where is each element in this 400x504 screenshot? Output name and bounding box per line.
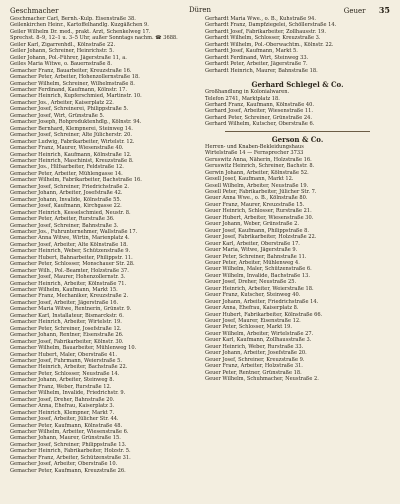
directory-entry: Gesell Wilhelm, Arbeiter, Neustraße 19. [205, 182, 309, 189]
directory-entry: Gemacher Anna Witwe, Wirtin, Marienplatz 4. [10, 235, 130, 242]
directory-entry: Gerhard Wilhelm, Kutscher, Oberstraße 6. [205, 121, 315, 128]
directory-entry: Geuer Johann, Arbeiter, Friedrichstraße 14. [205, 298, 319, 305]
directory-entry: Geuer Heinrich, Arbeiter, Weierstraße 18. [205, 285, 314, 292]
directory-entry: Geuer Franz, Maurer, Kreuzstraße 15. [205, 201, 305, 208]
right-column [205, 16, 390, 498]
left-column [10, 16, 195, 498]
directory-entry: Gerhardt Josef, Fabrikarbeiter, Zollhausstr. 19. [205, 28, 327, 35]
directory-entry: Gemacher Wilh., Pol.-Beamter, Holzstraße 37. [10, 267, 129, 274]
directory-entry: Gemacher Josef, Arbeiter, Oberstraße 10. [10, 461, 118, 468]
directory-entry: Geuer Anna, Ehefrau, Kaiserplatz 8. [205, 305, 299, 312]
directory-entry: Gerhardt Heinrich, Maurer, Bahnstraße 18. [205, 67, 318, 74]
directory-entry: Geuer Hubert, Fabrikarbeiter, Kölnstraße 66. [205, 311, 323, 318]
directory-entry: Gemacher Heinrich, Fabrikarbeiter, Holzstr. 5. [10, 448, 131, 455]
directory-entry: Geuer Anna Wwe., o. B., Kölnstraße 80. [205, 195, 308, 202]
directory-entry: Geiles Maria Witwe, o. Bauernstraße 8. [10, 61, 113, 68]
directory-entry: Gemacher Johann, Invalide, Kölnstraße 55. [10, 196, 122, 203]
directory-entry: Gemacher Franz, Maurer, Wiesenstraße 40. [10, 145, 124, 152]
directory-entry: Gerhard Peter, Schreiner, Grünstraße 24. [205, 114, 312, 121]
directory-entry: Gemacher Wilhelm, Invalide, Friedrichstr. 9. [10, 390, 126, 397]
directory-entry: Wirtelstraße 14 — Fernsprecher 3733 [205, 150, 304, 157]
directory-entry: Gemacher Johann, Arbeiter, Josefstraße 42. [10, 190, 123, 197]
directory-entry: Geuer Karl, Kaufmann, Zollhausstraße 3. [205, 337, 312, 344]
directory-entry: Gemacher Wilhelm, Bauarbeiter, Mühlenweg 10. [10, 345, 137, 352]
directory-entry: Gemacher Peter, Arbeiter, Hohenzollernstraße 18. [10, 74, 140, 81]
directory-entry: Geiler Johann, Schreiner, Heinrichstr. 5. [10, 48, 114, 55]
directory-entry: Geiler Karl, Zigarrenhdl., Kölnstraße 22. [10, 41, 116, 48]
directory-entry: Gerhardt Wilhelm, Schlosser, Kreuzstraße 3. [205, 35, 321, 42]
directory-entry: Geuer Wilhelm, Maler, Schützenstraße 6. [205, 266, 312, 273]
directory-entry: Gemacher Josef, Kaufmann, Kirchgasse 22. [10, 203, 122, 210]
directory-entry: Sprechst. 8–9, 12–1 u. 3–5 Uhr, außer Sonntags nachm. ☎ 3688. [10, 35, 178, 42]
directory-entry: Gemacher Wilhelm, Kaufmann, Markt 15. [10, 287, 118, 294]
directory-entry: Gemacher Heinrich, Kupferschmied, Martinstr. 10. [10, 93, 142, 100]
directory-entry: Gemacher Jos., Hilfsarbeiter, Feldstraße 12. [10, 164, 124, 171]
header-left: Geschmacher [10, 7, 59, 15]
directory-entry: Gerwin Johann, Arbeiter, Kölnstraße 52. [205, 169, 309, 176]
directory-entry: Gemacher Josef, Arbeiter, Jülicher Str. 44. [10, 416, 119, 423]
directory-entry: Geuer Peter, Schlosser, Markt 19. [205, 324, 293, 331]
directory-entry: Gerhardt Franz, Dampfziegelei, Schöllerstraße 14. [205, 22, 337, 29]
directory-entry: Geuer Wilhelm, Schuhmacher, Neustraße 2. [205, 376, 319, 383]
directory-entry: Geuer Josef, Schreiner, Kreuzstraße 9. [205, 356, 305, 363]
directory-entry: Gemacher Jos., Fuhrunternehmer, Wallstraße 17. [10, 228, 138, 235]
directory-entry: Gemacher Josef, Arbeiter, Jägerstraße 16. [10, 299, 119, 306]
directory-entry: Gemacher Johann, Rentner, Eisenstraße 26. [10, 332, 124, 339]
directory-entry: Geschmacher Carl, Bernh.-Kulp. Eisenstraße 38. [10, 16, 136, 22]
directory-entry: Gemacher Jos., Arbeiter, Kaiserplatz 22. [10, 99, 114, 106]
directory-entry: Gemacher Bernhard, Klempnerei, Steinweg 14. [10, 125, 133, 132]
directory-entry: Gemacher Ferdinand, Kaufmann, Kölnstr. 17. [10, 86, 128, 93]
directory-entry: Geuer Maria, Witwe, Jägerstraße 9. [205, 247, 298, 254]
directory-entry: Gemacher Josef, Maurer, Hohenzollernstr. 3. [10, 274, 126, 281]
directory-entry: Gemacher Peter, Schlosser, Monschauer Str. 28. [10, 261, 135, 268]
directory-entry: Gemacher Heinrich, Klempner, Markt 7. [10, 409, 115, 416]
directory-entry: Gemacher Josef, Schreiner, Alte Jülicherstr. 20. [10, 132, 132, 139]
header-center: Düren [188, 6, 212, 14]
directory-entry: Gemacher Karl, Installateur, Bismarckstr. 6. [10, 312, 124, 319]
directory-entry: Gemacher Heinrich, Arbeiter, Bachstraße 22. [10, 364, 128, 371]
directory-entry: Gemacher Peter, Arbeiter, Mühlengasse 14. [10, 170, 123, 177]
directory-entry: Geuer Josef, Dreher, Neustraße 25. [205, 279, 297, 286]
directory-entry: Geilenkirchen Heinr., Kartoffelhandlg. Kuzgäßchen 9. [10, 22, 149, 29]
directory-entry: Gemacher Wilhelm, Schreiner, Wilhelmstraße 8. [10, 80, 135, 87]
directory-entry: Gemacher Anna, Ehefrau, Kaiserplatz 3. [10, 403, 115, 410]
directory-entry: Gemacher Joseph, Rohproduktenhdlg., Kölnstr. 94. [10, 119, 142, 126]
directory-entry: Gemacher Franz, Arbeiter, Schützenstraße 31. [10, 454, 131, 461]
directory-entry: Geuer Hubert, Arbeiter, Wiesenstraße 30. [205, 214, 314, 221]
directory-entry: Gemacher Josef, Schreinerei, Philippstraße 5. [10, 106, 129, 113]
directory-entry: Gerhardt Wilhelm, Pol.-Oberwachtm., Kölnstr. 22. [205, 41, 334, 48]
directory-entry: Gerhardt Ferdinand, Wirt, Steinweg 33. [205, 54, 309, 61]
directory-entry: Gemacher Franz, Bauarbeiter, Kreuzstraße 16. [10, 67, 132, 74]
directory-entry: Gemacher Franz, Weber, Rurstraße 12. [10, 383, 112, 390]
directory-entry: Gemacher Josef, Arbeiter, Alte Kölnstraße 18. [10, 241, 128, 248]
directory-entry: Geuer Heinrich, Schlosser, Rurstraße 21. [205, 208, 312, 215]
directory-entry: Gesell Peter, Fabrikarbeiter, Jülicher Str. 7. [205, 188, 317, 195]
directory-entry: Gemacher Peter, Kaufmann, Kreuzstraße 26. [10, 467, 126, 474]
directory-entry: Geuer Wilhelm, Invalide, Bachstraße 13. [205, 272, 310, 279]
directory-entry: Gemacher Josef, Schreiner, Philippstraße 13. [10, 441, 127, 448]
page-header [10, 4, 390, 16]
directory-entry: Gemacher Peter, Schreiner, Josefstraße 12. [10, 325, 122, 332]
directory-entry: Gemacher Heinrich, Arbeiter, Kölnstraße 71. [10, 280, 127, 287]
directory-entry: Geuer Johann, Arbeiter, Josefstraße 20. [205, 350, 307, 357]
directory-entry: Gemacher Heinrich, Weber, Schützenstraße 9. [10, 248, 131, 255]
directory-entry: Geruswitz Anna, Näherin, Holzstraße 16. [205, 156, 312, 163]
directory-entry: Geruswitz Heinrich, Schreiner, Bachstr. 8. [205, 163, 315, 170]
page-number: 35 [378, 5, 390, 15]
directory-entry: Gerhard Josef, Arbeiter, Wiesenstraße 11. [205, 108, 313, 115]
directory-entry: Gemacher Peter, Schlosser, Neustraße 14. [10, 370, 120, 377]
directory-entry: Gemacher Josef, Schreiner, Bahnstraße 3. [10, 222, 119, 229]
columns [10, 16, 390, 498]
directory-entry: Geiler Wilhelm Dr. med., prakt. Arzt, Schenkelweg 17. [10, 28, 151, 35]
directory-entry: Gemacher Heinrich, Maschinist, Kreuzstraße 8. [10, 157, 134, 164]
directory-entry: Gemacher Wilhelm, Fabrikarbeiter, Bachstraße 16. [10, 177, 142, 184]
directory-entry: Gemacher Heinrich, Kesselschmied, Neustr. 8. [10, 209, 131, 216]
directory-entry: Herren- und Knaben-Bekleidungshaus [205, 143, 304, 150]
directory-entry: Gerhardt Josef, Kaufmann, Markt 5. [205, 48, 298, 55]
directory-entry: Geuer Josef, Kaufmann, Philippstraße 8. [205, 227, 309, 234]
directory-entry: Geiler Johann, Pol.-Führer, Jägerstraße 11, a. [10, 54, 127, 61]
directory-entry: Geuer Peter, Schreiner, Bahnstraße 11. [205, 253, 307, 260]
directory-entry: Gemacher Heinrich, Arbeiter, Wirtelstr. 19. [10, 319, 122, 326]
directory-entry: Gerhard Franz, Kaufmann, Kölnstraße 40. [205, 101, 314, 108]
directory-entry: Geuer Josef, Maurer, Eisenstraße 12. [205, 318, 301, 325]
directory-entry: Geuer Peter, Arbeiter, Mühlenweg 4. [205, 259, 300, 266]
directory-entry: Gesell Josef, Kaufmann, Markt 12. [205, 176, 294, 183]
directory-entry: Gemacher Josef, Fuhrmann, Weierstraße 5. [10, 358, 122, 365]
directory-entry: Geuer Franz, Arbeiter, Holzstraße 31. [205, 363, 303, 370]
directory-entry: Gemacher Maria Witwe, Rentnerin, Grünstr. 9. [10, 306, 132, 313]
directory-entry: Gemacher Wilhelm, Arbeiter, Wiesenstraße 6. [10, 429, 129, 435]
directory-entry: Gemacher Peter, Arbeiter, Rurstraße 36. [10, 216, 115, 223]
directory-entry: Geuer Heinrich, Weber, Rurstraße 33. [205, 343, 304, 350]
directory-entry: Geuer Karl, Arbeiter, Oberstraße 17. [205, 240, 300, 247]
directory-entry: Großhandlung in Kolonialwaren. [205, 89, 290, 96]
directory-entry: Gemacher Hubert, Bahnarbeiter, Philippstr. 11. [10, 254, 133, 261]
directory-entry: Gemacher Josef, Fabrikarbeiter, Kölnstr. 30. [10, 338, 124, 345]
directory-entry: Gemacher Josef, Dreher, Bahnstraße 20. [10, 396, 115, 403]
section-rule [225, 131, 370, 132]
section-title: Gerson & Co. [271, 134, 324, 144]
directory-entry: Geuer Peter, Rentner, Grünstraße 18. [205, 369, 302, 376]
directory-entry: Gerhardt Peter, Arbeiter, Jägerstraße 7. [205, 61, 308, 68]
header-right-word: Geuer [343, 7, 366, 15]
directory-entry: Gemacher Josef, Schreiner, Friedrichstraße 2. [10, 183, 130, 190]
directory-entry: Geuer Josef, Fabrikarbeiter, Holzstraße 22. [205, 234, 317, 241]
directory-entry: Gemacher Peter, Kaufmann, Kölnstraße 48. [10, 422, 123, 429]
directory-entry: Gemacher Franz, Mechaniker, Kreuzstraße 2. [10, 293, 129, 300]
directory-entry: Geuer Franz, Kutscher, Steinweg 40. [205, 292, 301, 299]
directory-entry: Telefon 2741, Marktplatz 18. [205, 95, 280, 102]
directory-entry: Gerhardt Maria Wwe., o. B., Kuhstraße 94. [205, 16, 316, 22]
directory-entry: Gemacher Ludwig, Fabrikarbeiter, Wirtelstr. 12. [10, 138, 135, 145]
directory-entry: Gemacher Josef, Wirt, Grünstraße 5. [10, 112, 105, 119]
directory-entry: Gemacher Heinrich, Kaufmann, Kölnstraße 12. [10, 151, 132, 158]
directory-entry: Geuer Wilhelm, Arbeiter, Wirtelstraße 27. [205, 330, 314, 337]
directory-entry: Gemacher Johann, Arbeiter, Steinweg 8. [10, 377, 115, 384]
directory-entry: Geuer Johann, Weber, Grünstraße 2. [205, 221, 299, 228]
directory-entry: Gemacher Hubert, Maler, Oberstraße 41. [10, 351, 118, 358]
section-title: Gerhard Schlegel & Co. [251, 80, 344, 90]
directory-entry: Gemacher Johann, Maurer, Grünstraße 15. [10, 435, 121, 442]
